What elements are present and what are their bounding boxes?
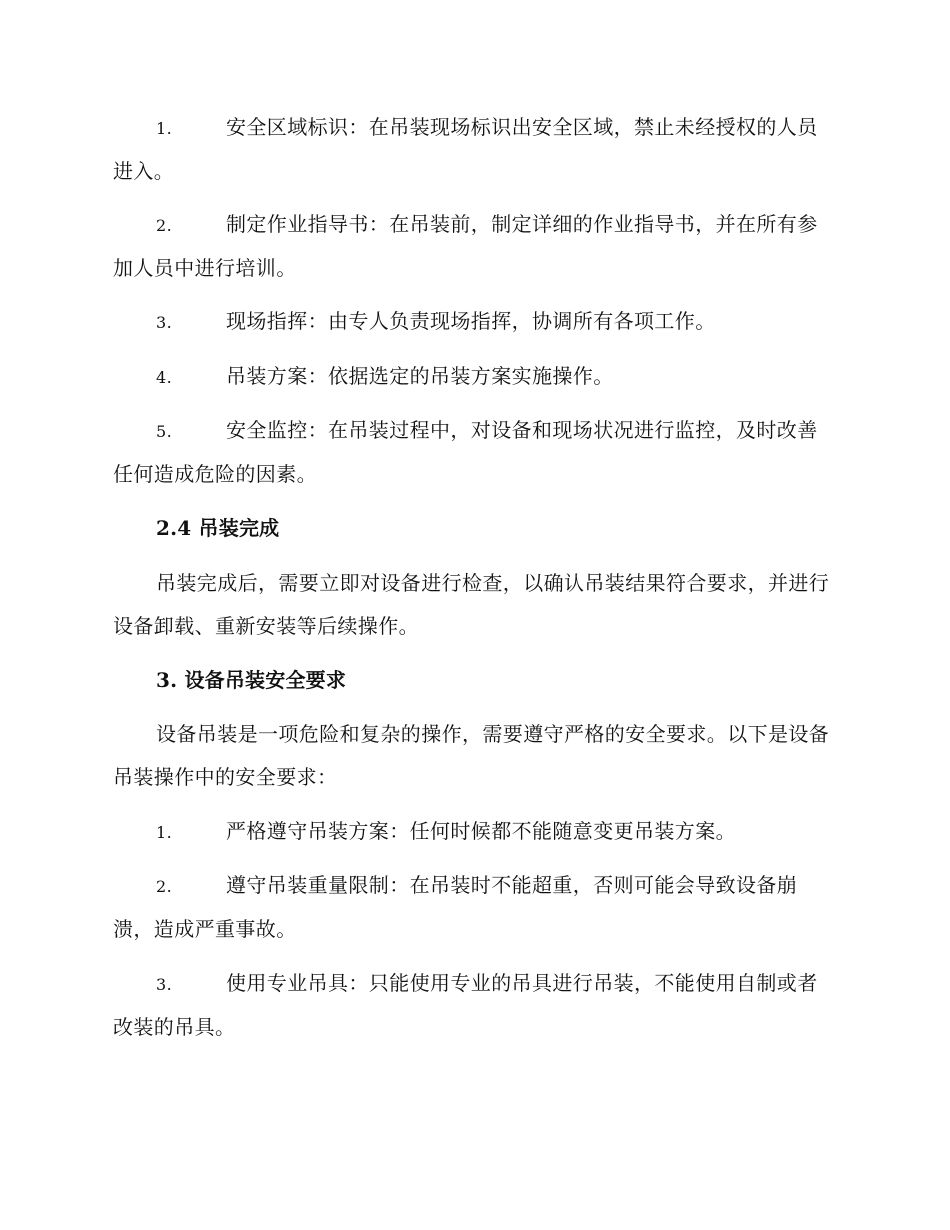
paragraph-2-4: 吊装完成后，需要立即对设备进行检查，以确认吊装结果符合要求，并进行设备卸载、重新安装等后续操作。: [113, 571, 830, 638]
paragraph-3: 设备吊装是一项危险和复杂的操作，需要遵守严格的安全要求。以下是设备吊装操作中的安全要求：: [113, 722, 830, 789]
list-number: 4.: [156, 368, 173, 387]
list-number: 2.: [156, 877, 173, 896]
list-text: 安全区域标识：在吊装现场标识出安全区域，禁止未经授权的人员进入。: [113, 115, 818, 183]
list-number: 1.: [156, 823, 173, 842]
list-number: 5.: [156, 422, 173, 441]
section-heading-2-4: 2.4 吊装完成: [156, 516, 280, 540]
section-heading-3: 3. 设备吊装安全要求: [156, 668, 347, 692]
list-text: 遵守吊装重量限制：在吊装时不能超重，否则可能会导致设备崩溃，造成严重事故。: [113, 873, 798, 941]
list-item: [113, 355, 833, 399]
list-text: 现场指挥：由专人负责现场指挥，协调所有各项工作。: [226, 309, 716, 333]
list-number: 3.: [156, 975, 173, 994]
list-item: [113, 409, 833, 496]
list-text: 制定作业指导书：在吊装前，制定详细的作业指导书，并在所有参加人员中进行培训。: [113, 212, 818, 280]
list-item: [113, 962, 833, 1049]
list-text: 使用专业吊具：只能使用专业的吊具进行吊装，不能使用自制或者改装的吊具。: [113, 971, 818, 1039]
list-text: 安全监控：在吊装过程中，对设备和现场状况进行监控，及时改善任何造成危险的因素。: [113, 418, 818, 486]
list-item: [113, 203, 833, 290]
list-item: [113, 810, 833, 854]
list-number: 3.: [156, 313, 173, 332]
list-item: [113, 300, 833, 344]
list-number: 1.: [156, 119, 173, 138]
list-number: 2.: [156, 216, 173, 235]
list-text: 严格遵守吊装方案：任何时候都不能随意变更吊装方案。: [226, 819, 736, 843]
list-item: [113, 106, 833, 193]
list-text: 吊装方案：依据选定的吊装方案实施操作。: [226, 364, 614, 388]
list-item: [113, 864, 833, 951]
